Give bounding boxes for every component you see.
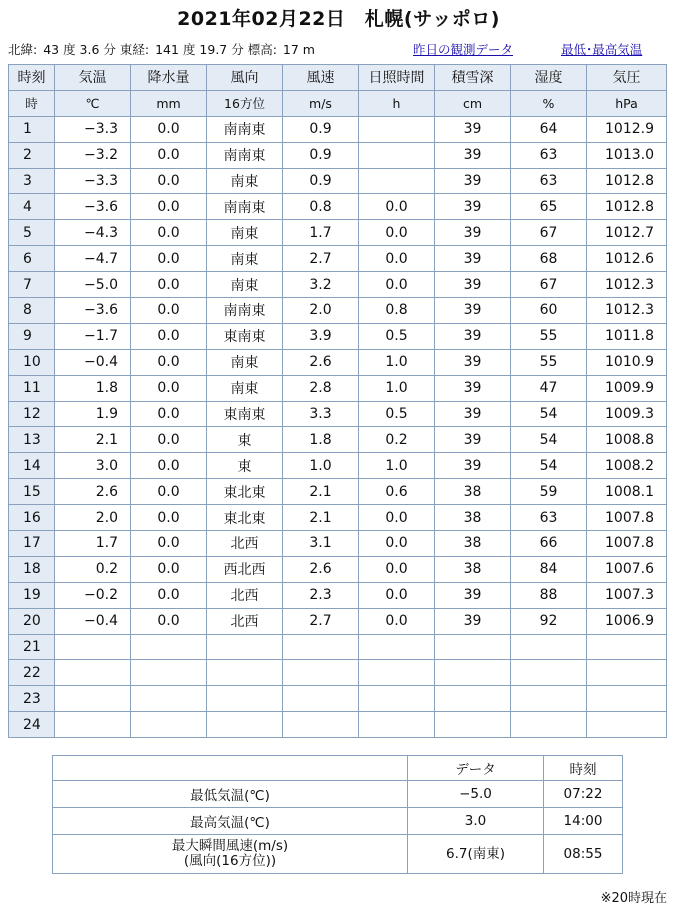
table-row [9,479,667,505]
cell-pressure: 1007.3 [587,582,667,608]
cell-hour: 7 [9,272,55,298]
cell-wind-speed: 0.9 [283,168,359,194]
table-row [9,608,667,634]
cell-snow-depth [435,712,511,738]
min-max-temp-link[interactable]: 最低･最高気温 [561,42,643,57]
cell-humidity: 64 [511,116,587,142]
latitude-label: 北緯: [8,42,38,57]
cell-hour: 15 [9,479,55,505]
cell-snow-depth: 38 [435,556,511,582]
cell-hour: 11 [9,375,55,401]
cell-precipitation [131,686,207,712]
cell-temperature: 0.2 [55,556,131,582]
summary-time: 14:00 [544,808,623,835]
cell-wind-speed: 2.1 [283,505,359,531]
cell-wind-speed: 2.8 [283,375,359,401]
cell-humidity [511,660,587,686]
cell-snow-depth: 38 [435,531,511,557]
summary-table [52,755,623,874]
cell-pressure: 1011.8 [587,323,667,349]
table-row [9,582,667,608]
cell-wind-direction: 東北東 [207,505,283,531]
cell-pressure: 1012.7 [587,220,667,246]
cell-humidity: 59 [511,479,587,505]
cell-pressure: 1013.0 [587,142,667,168]
cell-hour: 8 [9,298,55,324]
table-row [9,220,667,246]
cell-temperature: 1.9 [55,401,131,427]
cell-pressure: 1007.8 [587,531,667,557]
column-header-sunshine: 日照時間 [359,65,435,91]
cell-pressure [587,660,667,686]
cell-sunshine [359,634,435,660]
cell-snow-depth: 39 [435,375,511,401]
cell-temperature: −3.6 [55,194,131,220]
cell-hour: 21 [9,634,55,660]
cell-wind-direction [207,712,283,738]
cell-wind-direction: 北西 [207,531,283,557]
cell-snow-depth: 39 [435,220,511,246]
cell-temperature: −3.3 [55,168,131,194]
cell-temperature: 3.0 [55,453,131,479]
column-header-precipitation: 降水量 [131,65,207,91]
elevation-label: 標高: [247,42,277,57]
longitude-label: 東経: [119,42,150,57]
cell-wind-speed: 2.0 [283,298,359,324]
cell-wind-speed [283,686,359,712]
table-row [9,556,667,582]
cell-precipitation: 0.0 [131,298,207,324]
cell-pressure: 1012.3 [587,298,667,324]
cell-snow-depth: 39 [435,194,511,220]
cell-hour: 16 [9,505,55,531]
cell-sunshine: 0.0 [359,582,435,608]
cell-wind-speed: 0.9 [283,116,359,142]
cell-sunshine: 0.5 [359,401,435,427]
cell-pressure: 1008.8 [587,427,667,453]
cell-wind-speed: 2.6 [283,349,359,375]
summary-label: 最高気温(℃) [53,808,408,835]
cell-hour: 19 [9,582,55,608]
summary-row-min-temp [53,781,623,808]
cell-sunshine: 0.0 [359,220,435,246]
cell-sunshine [359,142,435,168]
cell-wind-speed: 2.7 [283,608,359,634]
cell-hour: 3 [9,168,55,194]
cell-hour: 5 [9,220,55,246]
table-row [9,505,667,531]
cell-sunshine: 0.6 [359,479,435,505]
cell-precipitation: 0.0 [131,505,207,531]
cell-hour: 24 [9,712,55,738]
cell-wind-direction [207,634,283,660]
cell-wind-direction: 南南東 [207,298,283,324]
cell-snow-depth: 39 [435,401,511,427]
cell-snow-depth: 39 [435,582,511,608]
cell-snow-depth: 39 [435,323,511,349]
table-row [9,194,667,220]
cell-humidity: 92 [511,608,587,634]
cell-sunshine [359,116,435,142]
cell-humidity: 63 [511,505,587,531]
table-row [9,298,667,324]
cell-precipitation: 0.0 [131,323,207,349]
page-title: 2021年02月22日 札幌(サッポロ) [177,8,500,30]
cell-wind-speed: 3.1 [283,531,359,557]
cell-temperature [55,712,131,738]
cell-wind-direction: 西北西 [207,556,283,582]
cell-snow-depth: 39 [435,142,511,168]
cell-temperature: −4.3 [55,220,131,246]
table-row [9,375,667,401]
hourly-rows [9,116,667,737]
summary-label: 最低気温(℃) [53,781,408,808]
summary-value: −5.0 [408,781,544,808]
cell-temperature [55,660,131,686]
cell-sunshine [359,712,435,738]
cell-hour: 9 [9,323,55,349]
cell-temperature: −0.4 [55,608,131,634]
cell-humidity: 54 [511,453,587,479]
cell-snow-depth [435,686,511,712]
cell-precipitation: 0.0 [131,168,207,194]
as-of-note: ※20時現在 [600,891,667,906]
cell-temperature: −0.4 [55,349,131,375]
column-header-wind-speed: 風速 [283,65,359,91]
cell-precipitation: 0.0 [131,220,207,246]
cell-humidity: 84 [511,556,587,582]
cell-wind-direction: 北西 [207,582,283,608]
unit-header-hour: 時 [9,90,55,116]
cell-humidity: 54 [511,427,587,453]
table-row [9,246,667,272]
cell-humidity: 66 [511,531,587,557]
cell-sunshine: 1.0 [359,453,435,479]
cell-pressure: 1010.9 [587,349,667,375]
hourly-observation-table [8,64,667,738]
cell-wind-direction: 東 [207,427,283,453]
table-row [9,660,667,686]
cell-snow-depth: 39 [435,116,511,142]
table-row [9,634,667,660]
cell-precipitation [131,660,207,686]
unit-header-wind-speed: m/s [283,90,359,116]
cell-wind-speed: 0.9 [283,142,359,168]
cell-wind-direction: 南東 [207,349,283,375]
cell-precipitation: 0.0 [131,349,207,375]
cell-snow-depth: 38 [435,479,511,505]
cell-pressure: 1009.3 [587,401,667,427]
cell-temperature [55,634,131,660]
cell-precipitation: 0.0 [131,401,207,427]
longitude-value: 141 度 19.7 分 [155,42,244,57]
cell-precipitation: 0.0 [131,194,207,220]
cell-humidity: 63 [511,142,587,168]
cell-precipitation: 0.0 [131,453,207,479]
cell-pressure: 1008.2 [587,453,667,479]
cell-snow-depth: 39 [435,349,511,375]
table-row [9,531,667,557]
cell-pressure: 1007.8 [587,505,667,531]
cell-pressure: 1007.6 [587,556,667,582]
cell-pressure: 1012.8 [587,168,667,194]
table-row [9,349,667,375]
cell-humidity: 88 [511,582,587,608]
cell-precipitation: 0.0 [131,272,207,298]
cell-snow-depth: 39 [435,453,511,479]
cell-wind-direction: 南南東 [207,142,283,168]
unit-header-temperature: ℃ [55,90,131,116]
column-header-temperature: 気温 [55,65,131,91]
table-row [9,686,667,712]
cell-precipitation [131,712,207,738]
column-header-humidity: 湿度 [511,65,587,91]
cell-hour: 23 [9,686,55,712]
cell-temperature: −4.7 [55,246,131,272]
summary-header-row [53,756,623,781]
cell-wind-direction: 南東 [207,220,283,246]
cell-sunshine: 0.0 [359,272,435,298]
cell-temperature: −3.2 [55,142,131,168]
cell-wind-direction: 南東 [207,375,283,401]
cell-hour: 4 [9,194,55,220]
cell-snow-depth: 39 [435,298,511,324]
cell-wind-direction: 北西 [207,608,283,634]
cell-wind-direction: 南東 [207,168,283,194]
cell-wind-direction: 東南東 [207,323,283,349]
cell-temperature: −3.6 [55,298,131,324]
cell-pressure: 1012.3 [587,272,667,298]
cell-pressure: 1009.9 [587,375,667,401]
cell-wind-speed: 1.0 [283,453,359,479]
cell-precipitation [131,634,207,660]
table-row [9,116,667,142]
cell-precipitation: 0.0 [131,556,207,582]
cell-temperature: −5.0 [55,272,131,298]
station-info [8,40,670,58]
cell-wind-direction: 東南東 [207,401,283,427]
cell-wind-direction: 東北東 [207,479,283,505]
summary-value: 3.0 [408,808,544,835]
unit-header-humidity: % [511,90,587,116]
cell-precipitation: 0.0 [131,427,207,453]
cell-wind-speed: 3.3 [283,401,359,427]
table-row [9,427,667,453]
summary-header-blank [53,756,408,781]
summary-header-time: 時刻 [544,756,623,781]
column-header-pressure: 気圧 [587,65,667,91]
cell-pressure: 1008.1 [587,479,667,505]
cell-humidity: 68 [511,246,587,272]
cell-precipitation: 0.0 [131,479,207,505]
summary-value: 6.7(南東) [408,835,544,874]
cell-temperature: −0.2 [55,582,131,608]
cell-sunshine: 0.0 [359,556,435,582]
cell-humidity: 67 [511,272,587,298]
cell-sunshine: 0.0 [359,194,435,220]
cell-precipitation: 0.0 [131,246,207,272]
table-row [9,323,667,349]
cell-pressure [587,634,667,660]
cell-snow-depth: 39 [435,246,511,272]
cell-humidity [511,634,587,660]
cell-wind-speed: 2.7 [283,246,359,272]
cell-wind-direction: 南東 [207,272,283,298]
column-header-row [9,65,667,91]
summary-time: 07:22 [544,781,623,808]
cell-sunshine: 0.0 [359,608,435,634]
cell-wind-direction [207,686,283,712]
unit-header-sunshine: h [359,90,435,116]
cell-humidity: 55 [511,323,587,349]
cell-snow-depth [435,660,511,686]
elevation-value: 17 m [282,42,315,57]
unit-header-wind-direction: 16方位 [207,90,283,116]
cell-wind-direction: 南南東 [207,116,283,142]
summary-row-max-temp [53,808,623,835]
cell-hour: 10 [9,349,55,375]
table-row [9,272,667,298]
table-row [9,168,667,194]
cell-wind-direction: 南南東 [207,194,283,220]
cell-wind-speed [283,660,359,686]
cell-hour: 2 [9,142,55,168]
cell-pressure: 1012.9 [587,116,667,142]
cell-precipitation: 0.0 [131,142,207,168]
table-row [9,453,667,479]
cell-pressure [587,712,667,738]
cell-hour: 12 [9,401,55,427]
cell-temperature: 2.6 [55,479,131,505]
cell-sunshine: 0.0 [359,246,435,272]
cell-wind-speed: 2.3 [283,582,359,608]
cell-sunshine: 0.2 [359,427,435,453]
summary-label-line2: (風向(16方位)) [183,853,277,869]
cell-humidity: 67 [511,220,587,246]
cell-sunshine [359,168,435,194]
summary-time: 08:55 [544,835,623,874]
cell-humidity: 55 [511,349,587,375]
table-row [9,401,667,427]
table-row [9,712,667,738]
cell-temperature: 2.0 [55,505,131,531]
cell-wind-speed: 2.1 [283,479,359,505]
cell-snow-depth: 39 [435,427,511,453]
cell-sunshine: 1.0 [359,375,435,401]
cell-sunshine [359,686,435,712]
cell-hour: 18 [9,556,55,582]
cell-wind-speed: 1.8 [283,427,359,453]
cell-hour: 20 [9,608,55,634]
cell-pressure [587,686,667,712]
column-header-hour: 時刻 [9,65,55,91]
cell-snow-depth [435,634,511,660]
unit-header-precipitation: mm [131,90,207,116]
cell-precipitation: 0.0 [131,582,207,608]
cell-sunshine: 0.8 [359,298,435,324]
cell-wind-speed: 1.7 [283,220,359,246]
cell-humidity: 60 [511,298,587,324]
cell-hour: 22 [9,660,55,686]
cell-pressure: 1012.6 [587,246,667,272]
cell-temperature: −1.7 [55,323,131,349]
cell-sunshine: 0.0 [359,531,435,557]
cell-sunshine [359,660,435,686]
cell-sunshine: 0.5 [359,323,435,349]
cell-temperature [55,686,131,712]
cell-humidity [511,712,587,738]
cell-precipitation: 0.0 [131,531,207,557]
cell-wind-speed [283,712,359,738]
cell-pressure: 1012.8 [587,194,667,220]
cell-precipitation: 0.0 [131,375,207,401]
cell-hour: 17 [9,531,55,557]
cell-temperature: 2.1 [55,427,131,453]
cell-humidity [511,686,587,712]
summary-label [53,835,408,874]
unit-header-snow-depth: cm [435,90,511,116]
cell-sunshine: 0.0 [359,505,435,531]
cell-wind-speed: 2.6 [283,556,359,582]
cell-sunshine: 1.0 [359,349,435,375]
cell-humidity: 47 [511,375,587,401]
cell-snow-depth: 39 [435,272,511,298]
summary-header-data: データ [408,756,544,781]
cell-snow-depth: 38 [435,505,511,531]
unit-header-pressure: hPa [587,90,667,116]
cell-temperature: −3.3 [55,116,131,142]
cell-humidity: 54 [511,401,587,427]
cell-precipitation: 0.0 [131,116,207,142]
column-header-snow-depth: 積雪深 [435,65,511,91]
cell-humidity: 65 [511,194,587,220]
yesterday-data-link[interactable]: 昨日の観測データ [413,42,514,57]
cell-snow-depth: 39 [435,608,511,634]
cell-pressure: 1006.9 [587,608,667,634]
cell-precipitation: 0.0 [131,608,207,634]
unit-header-row [9,90,667,116]
cell-temperature: 1.7 [55,531,131,557]
summary-label-line1: 最大瞬間風速(m/s) [171,838,289,854]
cell-wind-speed: 3.2 [283,272,359,298]
cell-wind-direction [207,660,283,686]
cell-hour: 6 [9,246,55,272]
cell-hour: 14 [9,453,55,479]
cell-wind-speed [283,634,359,660]
column-header-wind-direction: 風向 [207,65,283,91]
cell-wind-speed: 3.9 [283,323,359,349]
summary-row-max-gust [53,835,623,874]
cell-snow-depth: 39 [435,168,511,194]
table-row [9,142,667,168]
cell-hour: 1 [9,116,55,142]
cell-wind-direction: 東 [207,453,283,479]
cell-wind-speed: 0.8 [283,194,359,220]
cell-temperature: 1.8 [55,375,131,401]
latitude-value: 43 度 3.6 分 [43,42,116,57]
cell-wind-direction: 南東 [207,246,283,272]
cell-hour: 13 [9,427,55,453]
cell-humidity: 63 [511,168,587,194]
